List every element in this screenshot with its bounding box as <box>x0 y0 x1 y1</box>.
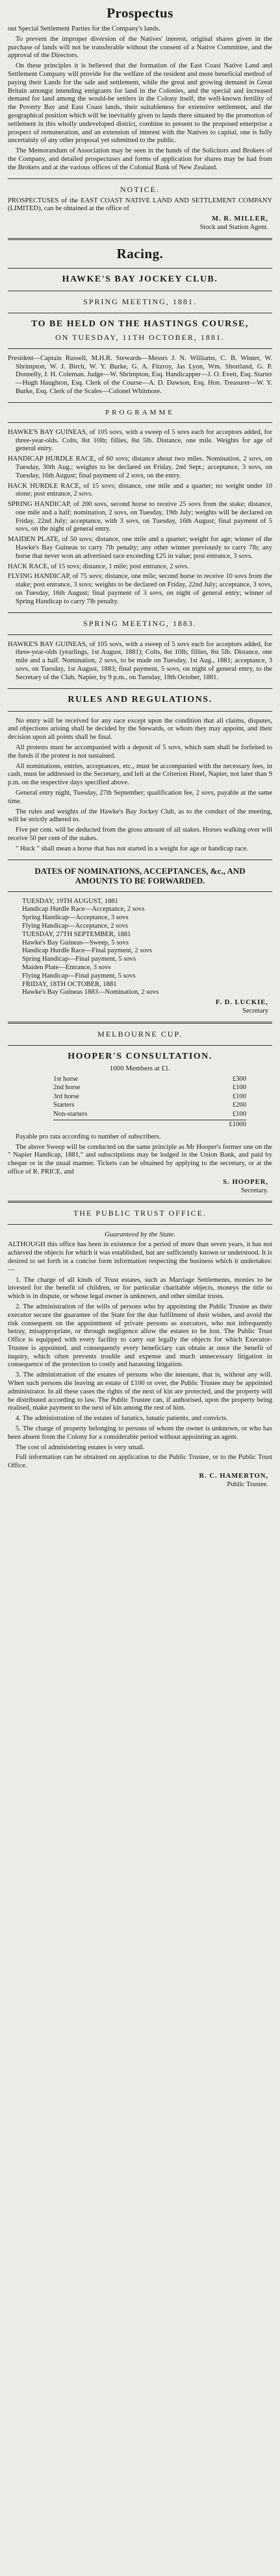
rule-item: No entry will be received for any race except upon the condition that all claims, disputes, and objections arising shall be decided by the Stewards, or whom they may appoint, and their decision upon all points shall be final. <box>8 717 272 741</box>
prize-row: 3rd horse £100 <box>53 1092 246 1100</box>
prospectus-paragraph: To prevent the improper diversion of the Natives' interest, original shares given in the purchase of lands will not be transferable without the consent of a Native Committee, and the approval of the Directors. <box>8 35 272 60</box>
divider <box>8 1224 272 1225</box>
divider <box>8 402 272 403</box>
prospectus-paragraph: On these principles it is believed that the formation of the East Coast Native Land and Settlement Company will provide for the welfare of the resident and more beneficial method of paying their Lands for the sale and settlement, while the great and growing demand in Great Britain amongst intending emigrants for land in the Colonies, and the special and increased demand for land among the would-be settlers in the Colony itself, the well-known fertility of the Poverty Bay and East Coast lands, their suitableness for extensive settlement, and the geographical position which will be inevitably given to lands there situated by the promotion of settlement in this wholly undeveloped district, combine to present to the proposed enterprise a prospect of remuneration, and an extension of interest with the Natives to capital, one is fully uncertainly of any other proposal yet submitted to the public. <box>8 62 272 145</box>
race-event: MAIDEN PLATE, of 50 sovs; distance, one mile and a quarter; weight for age; winner of the Hawke's Bay Guineas to carry 7lb penalty; any other winner previously to carry 7lb; any horse that never won an advertised race exceeding £25 in value; post entrance, 3 sovs. <box>8 536 272 560</box>
prize-row: 2nd horse £100 <box>53 1084 246 1092</box>
prospectus-paragraph: The Memorandum of Association may be seen in the hands of the Solicitors and Brokers of the Company, and detailed prospectuses and forms of application for shares may be had from the Brokers and at the various offices of the Colonial Bank of New Zealand. <box>8 147 272 171</box>
divider <box>8 178 272 179</box>
date-line: TUESDAY, 19TH AUGUST, 1881 <box>22 897 118 905</box>
notice-title: NOTICE. <box>120 184 160 194</box>
club-name: HAWKE'S BAY JOCKEY CLUB. <box>62 274 218 284</box>
public-trust-subtitle: Guaranteed by the State. <box>104 1231 176 1239</box>
race-event: HAWKE'S BAY GUINEAS, of 105 sovs, with a sweep of 5 sovs each for acceptors added, for three-year-olds. Colts, 8st 10lb; fillies, 8st 5lb. Distance, one mile. Weights for age of general entry. <box>8 428 272 453</box>
date-line: Hawke's Bay Guineas 1883—Nomination, 2 sovs <box>22 989 159 996</box>
rule-item: " Huck " shall mean a horse that has not started in a weight for age or handicap race. <box>16 845 248 852</box>
prospectus-section <box>8 5 272 173</box>
divider <box>8 268 272 269</box>
divider <box>8 348 272 349</box>
notice-signer-role: Stock and Station Agent. <box>199 223 268 231</box>
divider <box>8 238 272 240</box>
date-line: Flying Handicap—Acceptance, 2 sovs <box>22 922 128 930</box>
race-event: SPRING HANDICAP, of 200 sovs, second horse to receive 25 sovs from the stake; distance, one mile and a half; nomination, 2 sovs, on Tuesday, 19th July; weights will be declared on Friday, 22nd July; acceptance, with 3 sovs, on Tuesday, 16th August; final payment of 5 sovs, on the night of general entry. <box>8 501 272 533</box>
public-trust-signer: R. C. HAMERTON, <box>199 1473 268 1480</box>
rule-item: The rules and weights of the Hawke's Bay Jockey Club, as to the conduct of the meeting, will be strictly adhered to. <box>8 808 272 824</box>
divider <box>8 1201 272 1203</box>
rule-item: Five per cent. will be deducted from the gross amount of all stakes. Horses walking over will receive 50 per cent of the stakes. <box>8 826 272 842</box>
rule-item: General entry night, Tuesday, 27th September; qualification fee, 2 sovs, payable at the same time. <box>8 789 272 805</box>
racing-title: Racing. <box>116 245 164 261</box>
race-event: HANDICAP HURDLE RACE, of 60 sovs; distance about two miles. Nomination, 2 sovs, on Tuesday, 30th Aug.; weights to be declared on Friday, 2nd Sept.; acceptance, 3 sovs, on Tuesday, 16th August; final payment of 2 sovs, on the entry. <box>8 455 272 479</box>
public-trust-section <box>8 1209 272 1489</box>
divider <box>8 891 272 892</box>
date-line: Spring Handicap—Final payment, 5 sovs <box>22 956 136 963</box>
dates-title: DATES OF NOMINATIONS, ACCEPTANCES, &c., AND AMOUNTS TO BE FORWARDED. <box>34 865 246 885</box>
notice-signer: M. R. MILLER, <box>212 215 268 223</box>
rule-item: All protests must be accompanied with a deposit of 5 sovs, which sum shall be forfeited to the funds if the protest is not sustained. <box>8 744 272 760</box>
meeting2-title: SPRING MEETING, 1883. <box>83 618 197 628</box>
members-line: 1000 Members at £1. <box>109 1064 171 1072</box>
prospectus-title: Prospectus <box>107 5 173 21</box>
meeting-title: SPRING MEETING, 1881. <box>83 296 197 306</box>
public-trust-paragraph: Full information can be obtained on application to the Public Trustee, or to the Public Trust Office. <box>8 1454 272 1470</box>
prize-row: Starters £200 <box>53 1101 246 1109</box>
prize-table <box>53 1075 246 1129</box>
divider <box>8 634 272 635</box>
melbourne-paragraph: Payable pro rata according to number of subscribers. <box>16 1133 161 1140</box>
date-line: Hawke's Bay Guineas—Sweep, 5 sovs <box>22 939 129 946</box>
date-line: Maiden Plate—Entrance, 3 sovs <box>22 963 111 971</box>
meeting-date: ON TUESDAY, 11TH OCTOBER, 1881. <box>55 332 225 342</box>
public-trust-signer-role: Public Trustee. <box>227 1480 268 1488</box>
rule-item: All nominations, entries, acceptances, etc., must be accompanied with the necessary fees, in cash, must be addressed to the Secretary, and left at the Criterion Hotel, Napier, not later than 9 p.m. on the respective days specified above. <box>8 762 272 787</box>
divider <box>8 688 272 689</box>
date-line: TUESDAY, 27TH SEPTEMBER, 1881 <box>22 930 131 938</box>
public-trust-paragraph: 3. The administration of the estates of persons who die intestate, that is, without any will. When such persons die leaving an estate of £100 or over, the Public Trustee may be appointed administrator. In all these cases the rights of the next of kin are protected, and the property will be distributed according to law. The Public Trustee can, if authorised, upon the property being realised, make payment to the next of kin among the rest of him. <box>8 1371 272 1412</box>
programme-title: PROGRAMME <box>105 408 175 416</box>
divider <box>8 612 272 613</box>
public-trust-paragraph: The cost of administering estates is very small. <box>16 1443 145 1451</box>
public-trust-title: THE PUBLIC TRUST OFFICE. <box>73 1209 207 1218</box>
divider <box>8 422 272 423</box>
melbourne-signer: S. HOOPER, <box>223 1178 268 1186</box>
divider <box>8 711 272 712</box>
race-event: HACK HURDLE RACE, of 15 sovs; distance, one mile and a quarter; no weight under 10 stone; post entrance, 2 sovs. <box>8 482 272 498</box>
prize-total: £1000 <box>53 1120 246 1129</box>
officials-list: President—Captain Russell, M.H.R. Stewards—Messrs J. N. Williams, C. B. Winter, W. Shrimpton, W. J. Birch, W. Y. Burke, G. A. Fitzroy, Jas Lyon, Wm. Shortland, G. P. Donnelly, J. H. Coleman. Judge—W. Shrimpton, Esq. Handicapper—J. O. Evett, Esq. Starter—Hugh Haughton, Esq. Clerk of the Course—A. D. Dawson, Esq. Hon. Treasurer—W. Y. Burke, Esq. Clerk of the Scales—Colonel Whitmore. <box>8 354 272 395</box>
race-event: HACK RACE, of 15 sovs; distance, 1 mile; post entrance, 2 sovs. <box>8 562 189 570</box>
melbourne-paragraph: The above Sweep will be conducted on the same principle as Mr Hooper's former one on the " Napier Handicap, 1881," and subscriptions may be lodged in the Union Bank, and paid by cheque or in the usual manner. Tickets can be obtained by applying to the secretary, or at the office of R. PRICE, and <box>8 1143 272 1175</box>
racing-section <box>8 246 272 1016</box>
meeting-venue: TO BE HELD ON THE HASTINGS COURSE, <box>31 319 249 329</box>
divider <box>8 1045 272 1046</box>
race-event: FLYING HANDICAP, of 75 sovs; distance, one mile; second horse to receive 10 sovs from the stake; post entrance, 3 sovs; weights to be declared on Friday, 22nd July; acceptance, 3 sovs, on Tuesday, 16th August; final payment of 3 sovs, on night of general entry; winner of Spring Handicap to carry 7lb penalty. <box>8 573 272 605</box>
racing-secretary-role: Secretary <box>242 1007 268 1015</box>
date-line: Handicap Hurdle Race—Final payment, 2 sovs <box>22 947 153 955</box>
rules-title: RULES AND REGULATIONS. <box>68 694 212 704</box>
melbourne-cup-section <box>8 1029 272 1196</box>
public-trust-paragraph: 5. The charge of property belonging to persons of whom the owner is unknown, or who has been absent from the Colony for a considerable period without appointing an agent. <box>8 1425 272 1441</box>
notice-body: PROSPECTUSES of the EAST COAST NATIVE LAND AND SETTLEMENT COMPANY (LIMITED), can be obtained at the office of <box>8 197 272 213</box>
public-trust-paragraph: 2. The administration of the wills of persons who by appointing the Public Trustee as their executor secure the guarantee of the State for the due fulfilment of their wishes, and avoid the risk consequent on the appointment of private persons as executors, who not infrequently betray, misappropriate, or through negligence allow the estates to be lost. The Public Trust Office is equipped with every facility to carry out legally the objects for which Executor-Trustee is appointed, and consequently every beneficiary can obtain at once the benefit of inquiry, which often prevents trouble and expense and much unnecessary litigation in consequence of the protection to costly and harassing litigation. <box>8 1303 272 1369</box>
consultation-title: HOOPER'S CONSULTATION. <box>68 1051 212 1061</box>
public-trust-paragraph: 4. The administration of the estates of lunatics, lunatic patients, and convicts. <box>16 1415 228 1423</box>
prize-row: Non-starters £100 <box>53 1110 246 1118</box>
public-trust-paragraph: 1. The charge of all kinds of Trust estates, such as Marriage Settlements, monies to be invested for the benefit of children, or for particular charitable objects, moneys the title to which is in dispute, or whose legal owner is unknown, and other similar trusts. <box>8 1276 272 1301</box>
date-line: FRIDAY, 18TH OCTOBER, 1881 <box>22 980 117 988</box>
date-line: Flying Handicap—Final payment, 5 sovs <box>22 972 136 980</box>
race-event-1883: HAWKE'S BAY GUINEAS, of 105 sovs, with a sweep of 5 sovs each for acceptors added, for three-year-olds (yearlings, 1st August, 1881); Colts, 8st 10lb; fillies, 8st 5lb. Distance, one mile and a half. Nomination, 2 sovs, to be made on Tuesday, 1st Aug., 1881; acceptance, 3 sovs, on Tuesday, 1st August, 1883; final payment, 5 sovs, on night of general entry, to the Secretary of the Club, Napier, by 9 p.m., on Tuesday, 18th October, 1881. <box>8 640 272 681</box>
prospectus-paragraph: out Special Settlement Parties for the Company's lands. <box>8 25 160 32</box>
date-line: Handicap Hurdle Race—Acceptance, 2 sovs <box>22 906 145 913</box>
newspaper-page <box>5 0 275 1489</box>
melbourne-signer-role: Secretary. <box>241 1186 268 1194</box>
melbourne-title: MELBOURNE CUP. <box>97 1029 183 1039</box>
divider <box>8 1022 272 1024</box>
racing-secretary: F. D. LUCKIE, <box>215 999 268 1007</box>
public-trust-paragraph: ALTHOUGH this office has been in existence for a period of more than seven years, it has not achieved the objects for which it was established, but are sufficiently known or understood. It is desired to set forth in a concise form information respecting the business which it undertakes:— <box>8 1241 272 1273</box>
notice-section <box>8 185 272 232</box>
date-line: Spring Handicap—Acceptance, 3 sovs <box>22 914 129 922</box>
prize-row: 1st horse £300 <box>53 1075 246 1083</box>
